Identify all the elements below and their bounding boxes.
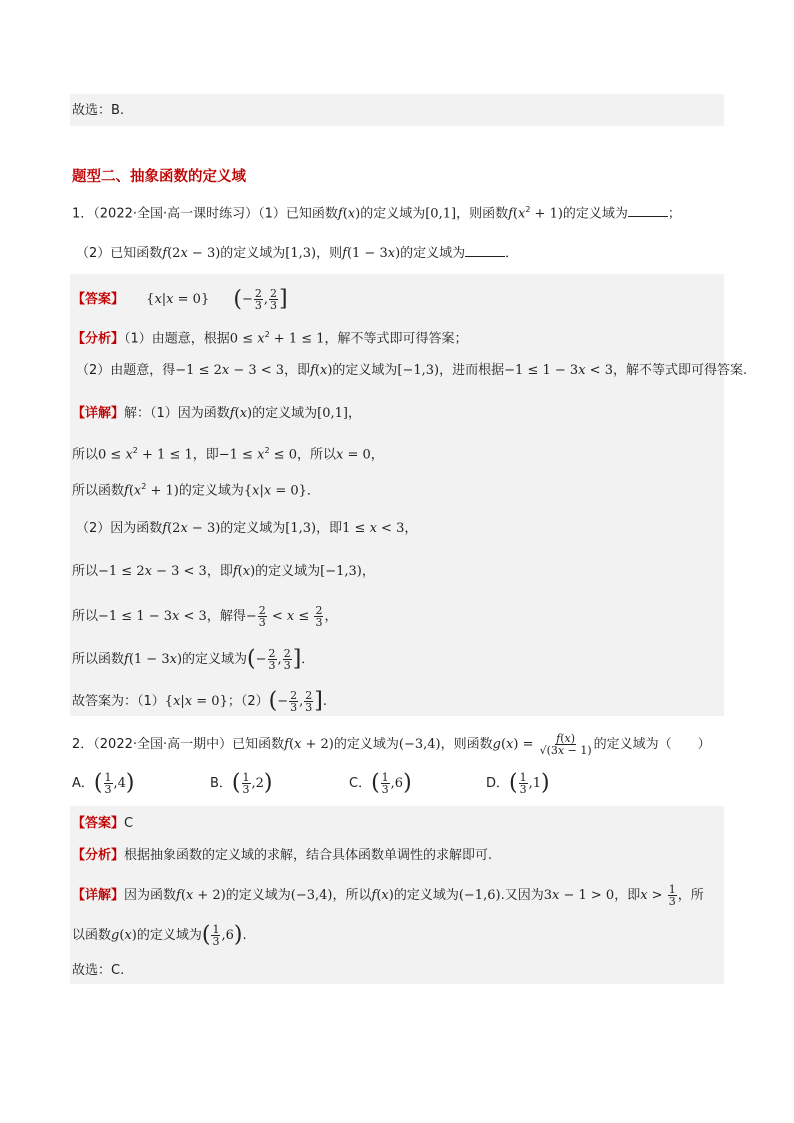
fill-blank — [465, 244, 505, 257]
q1-detail-7: 所以函数f(1 − 3x)的定义域为(− $\frac{2}{3}$ , $\frac{2}{3}$ ]． — [72, 646, 315, 672]
q2-answer: 【答案】C — [72, 816, 134, 831]
q2-final-answer: 故选：C. — [72, 963, 125, 978]
q2-stem: 2．（2022·全国·高一期中）已知函数f(x + 2)的定义域为(−3,4)，则函数g(x) = $\frac{f(x)}{√(3x - 1)}$ 的定义域为（ ） — [72, 732, 711, 757]
q1-analysis-2: （2）由题意，得−1 ≤ 2x − 3 < 3，即f(x)的定义域为[−1,3)，进而根据−1 ≤ 1 − 3x < 3，解不等式即可得答案. — [76, 363, 748, 378]
q1-detail-2: 所以$0 \le x^2 + 1 \le 1$，即$-1 \le x^2 \le 0$，所以x = 0， — [72, 446, 384, 463]
top-answer: 故选：B. — [72, 103, 125, 118]
q1-stem-line1: 1．（2022·全国·高一课时练习）（1）已知函数f(x)的定义域为[0,1]，则函数$f(x^2 + 1)$的定义域为 ； — [72, 205, 681, 222]
q2-option-b[interactable]: B．( $\frac{1}{3}$ ,2) — [210, 770, 273, 796]
section-title: 题型二、抽象函数的定义域 — [72, 169, 246, 185]
q1-detail-5: 所以−1 ≤ 2x − 3 < 3，即f(x)的定义域为[−1,3)， — [72, 564, 375, 579]
q2-option-d[interactable]: D．( $\frac{1}{3}$ ,1) — [486, 770, 550, 796]
fill-blank — [628, 204, 668, 217]
q2-option-c[interactable]: C．( $\frac{1}{3}$ ,6) — [349, 770, 412, 796]
q2-detail-1: 【详解】因为函数f(x + 2)的定义域为(−3,4)，所以f(x)的定义域为(−1,6).又因为3x − 1 > 0，即x > $\frac{1}{3}$ ，所 — [72, 883, 704, 908]
q1-detail-6: 所以−1 ≤ 1 − 3x < 3，解得− $\frac{2}{3}$ < x ≤ $\frac{2}{3}$ ， — [72, 604, 338, 629]
q2-analysis: 【分析】根据抽象函数的定义域的求解，结合具体函数单调性的求解即可. — [72, 848, 493, 863]
q1-answer: 【答案】 {x|x = 0} (− $\frac{2}{3}$ , $\frac{2}{3}$ ] — [72, 286, 288, 312]
q2-detail-2: 以函数g(x)的定义域为( $\frac{1}{3}$ ,6). — [72, 922, 247, 948]
q1-analysis-1: 【分析】（1）由题意，根据$0 \le x^2 + 1 \le 1$，解不等式即可得答案； — [72, 330, 468, 347]
q1-detail-1: 【详解】解：（1）因为函数f(x)的定义域为[0,1]， — [72, 406, 361, 421]
q1-detail-3: 所以函数$f(x^2 + 1)$的定义域为{x|x = 0}． — [72, 482, 320, 499]
q2-option-a[interactable]: A．( $\frac{1}{3}$ ,4) — [72, 770, 135, 796]
q1-stem-line2: （2）已知函数f(2x − 3)的定义域为[1,3)，则f(1 − 3x)的定义域为 ． — [76, 246, 519, 261]
q1-final-answer: 故答案为：（1）{x|x = 0}；（2）(− $\frac{2}{3}$ , $\frac{2}{3}$ ]. — [72, 688, 327, 714]
q1-detail-4: （2）因为函数f(2x − 3)的定义域为[1,3)，即1 ≤ x < 3， — [76, 521, 418, 536]
answer-block-top — [70, 94, 724, 126]
